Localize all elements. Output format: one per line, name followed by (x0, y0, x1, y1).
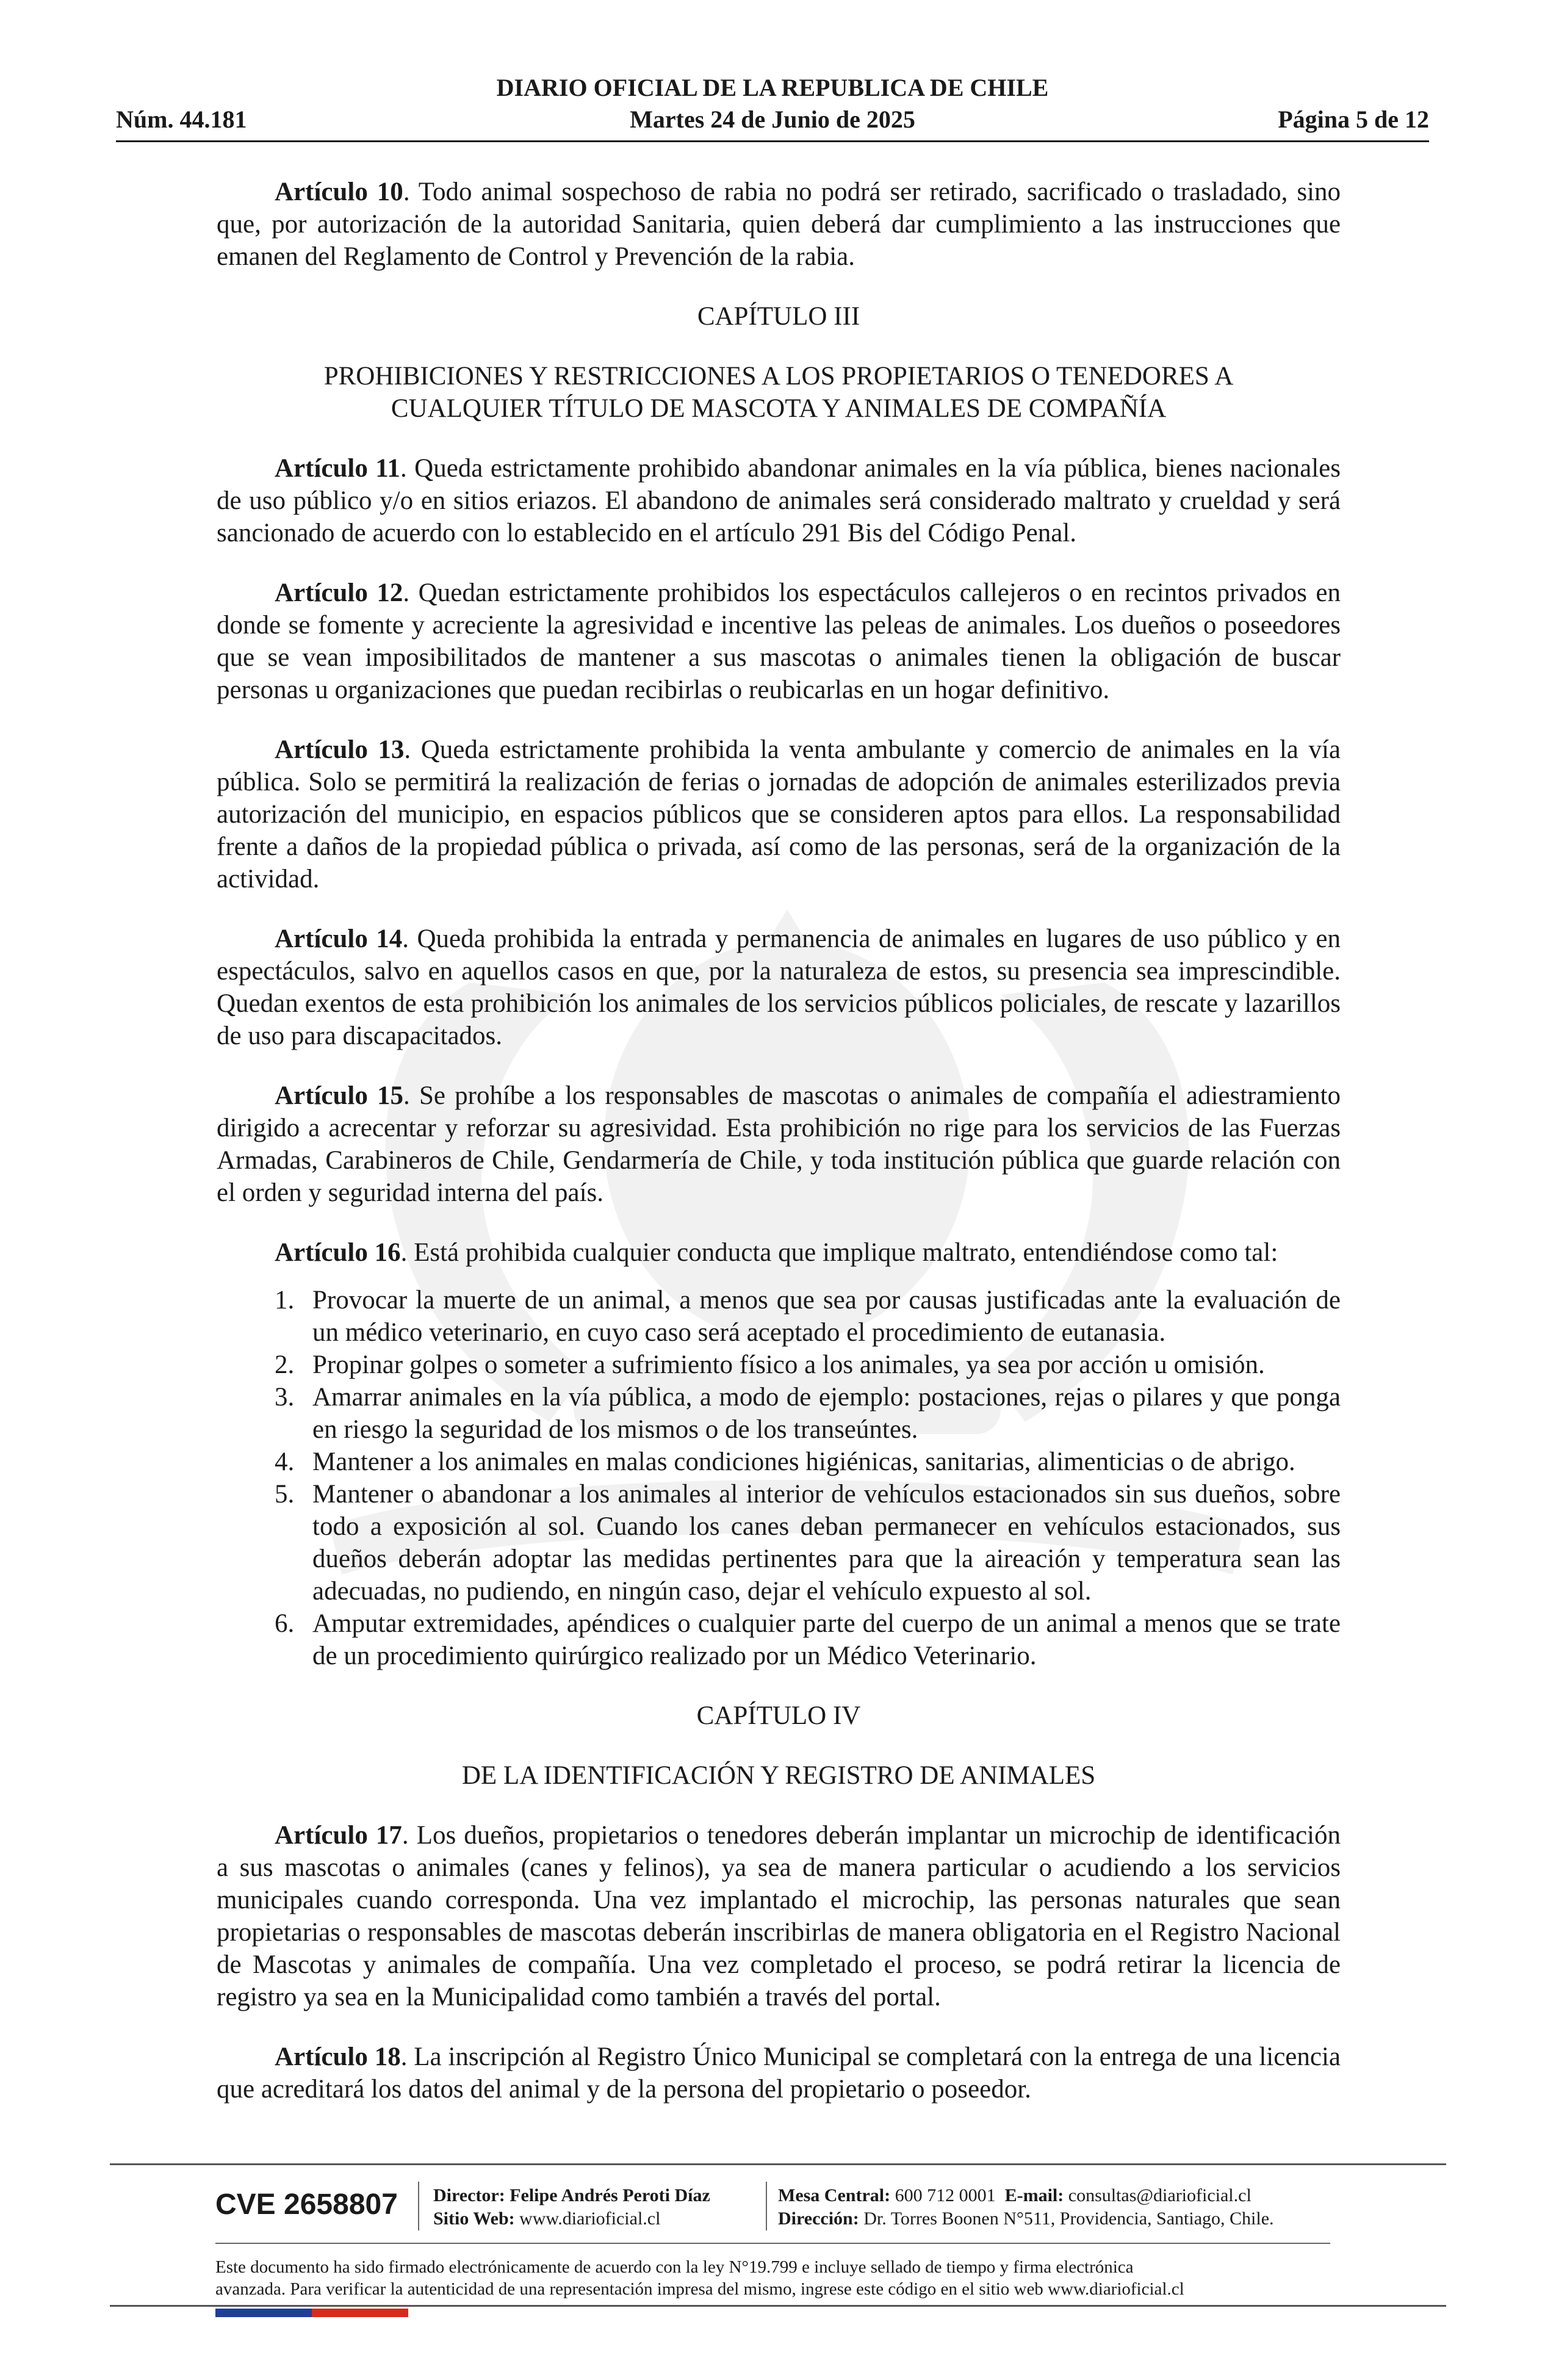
article-17 (217, 1819, 1341, 2013)
article-label: Artículo 11 (275, 454, 400, 483)
list-item-number: 3. (275, 1383, 295, 1412)
article-label: Artículo 10 (275, 178, 403, 206)
web-link[interactable]: www.diarioficial.cl (519, 2209, 661, 2229)
chapter-3-heading (217, 360, 1341, 425)
footer-divider-mid (215, 2243, 1330, 2244)
web-label: Sitio Web: (433, 2209, 515, 2229)
publication-title: DIARIO OFICIAL DE LA REPUBLICA DE CHILE (496, 74, 1049, 101)
legal-line: avanzada. Para verificar la autenticidad de una representación impresa del mismo, ingrese este código en el sitio web www.diarioficial.cl (215, 2279, 1184, 2299)
article-16-list (275, 1284, 1341, 1672)
list-item (275, 1607, 1341, 1672)
article-text: . Está prohibida cualquier conducta que implique maltrato, entendiéndose como tal: (400, 1238, 1278, 1267)
article-10 (217, 176, 1341, 273)
footer-divider-top (110, 2163, 1446, 2165)
issue-date: Martes 24 de Junio de 2025 (630, 106, 915, 133)
article-label: Artículo 12 (275, 579, 403, 607)
director-label: Director: (433, 2185, 505, 2205)
chapter-3-heading-line1: PROHIBICIONES Y RESTRICCIONES A LOS PROPIETARIOS O TENEDORES A (323, 362, 1234, 391)
email-label: E-mail: (1004, 2185, 1064, 2205)
list-item-text: Mantener a los animales en malas condiciones higiénicas, sanitarias, alimenticias o de abrigo. (312, 1448, 1295, 1476)
address-label: Dirección: (778, 2209, 859, 2229)
director-name: Felipe Andrés Peroti Díaz (510, 2185, 710, 2205)
list-item (275, 1349, 1341, 1381)
phone-label: Mesa Central: (778, 2185, 891, 2205)
director-block (433, 2184, 710, 2230)
list-item-number: 1. (275, 1286, 295, 1314)
list-item-number: 6. (275, 1609, 295, 1638)
article-13 (217, 734, 1341, 895)
header-divider (116, 140, 1429, 142)
footer-separator (418, 2182, 419, 2230)
article-text: . Se prohíbe a los responsables de mascotas o animales de compañía el adiestramiento dirigido a acrecentar y reforzar su agresividad. Esta prohibición no rige para los servicios de las Fuerzas Armadas, Carabineros de Chile, Gendarmería de Chile, y toda institución pública que guarde relación con el orden y seguridad interna del país. (217, 1081, 1341, 1207)
article-text: . La inscripción al Registro Único Municipal se completará con la entrega de una licencia que acreditará los datos del animal y de la persona del propietario o poseedor. (217, 2043, 1341, 2104)
article-label: Artículo 18 (275, 2043, 401, 2071)
chapter-3-title: CAPÍTULO III (697, 302, 860, 331)
list-item-text: Amputar extremidades, apéndices o cualquier parte del cuerpo de un animal a menos que se trate de un procedimiento quirúrgico realizado por un Médico Veterinario. (312, 1609, 1341, 1670)
footer-divider-bottom (110, 2305, 1446, 2307)
article-text: . Quedan estrictamente prohibidos los espectáculos callejeros o en recintos privados en donde se fomente y acreciente la agresividad e incentive las peleas de animales. Los dueños o poseedores que se vean imposibilitados de mantener a sus mascotas o animales tienen la obligación de buscar personas u organizaciones que puedan recibirlas o reubicarlas en un hogar definitivo. (217, 579, 1341, 704)
list-item-number: 5. (275, 1480, 295, 1509)
list-item-number: 2. (275, 1350, 295, 1379)
list-item-number: 4. (275, 1448, 295, 1476)
flag-stripe (215, 2309, 408, 2317)
list-item (275, 1446, 1341, 1478)
chapter-4-title: CAPÍTULO IV (696, 1701, 861, 1730)
phone-value: 600 712 0001 (895, 2185, 996, 2205)
address-value: Dr. Torres Boonen N°511, Providencia, Santiago, Chile. (863, 2209, 1274, 2229)
list-item-text: Propinar golpes o someter a sufrimiento físico a los animales, ya sea por acción u omisión. (312, 1350, 1265, 1379)
article-12 (217, 577, 1341, 706)
article-text: . Queda estrictamente prohibida la venta ambulante y comercio de animales en la vía pública. Solo se permitirá la realización de ferias o jornadas de adopción de animales esterilizados previa autorización del municipio, en espacios públicos que se consideren aptos para ellos. La responsabilidad frente a daños de la propiedad pública o privada, así como de las personas, será de la organización de la actividad. (217, 735, 1341, 893)
page-header (116, 73, 1429, 146)
flag-stripe-red (312, 2309, 408, 2317)
page-number: Página 5 de 12 (1278, 106, 1429, 133)
article-text: . Queda prohibida la entrada y permanencia de animales en lugares de uso público y en espectáculos, salvo en aquellos casos en que, por la naturaleza de estos, su presencia sea imprescindible. Quedan exentos de esta prohibición los animales de los servicios públicos policiales, de rescate y lazarillos de uso para discapacitados. (217, 925, 1341, 1050)
article-15 (217, 1080, 1341, 1209)
article-text: . Todo animal sospechoso de rabia no podrá ser retirado, sacrificado o trasladado, sino que, por autorización de la autoridad Sanitaria, quien deberá dar cumplimiento a las instrucciones que emanen del Reglamento de Control y Prevención de la rabia. (217, 178, 1341, 271)
list-item-text: Provocar la muerte de un animal, a menos que sea por causas justificadas ante la evaluación de un médico veterinario, en cuyo caso será aceptado el procedimiento de eutanasia. (312, 1286, 1341, 1347)
article-label: Artículo 15 (275, 1081, 404, 1110)
cve-code: CVE 2658807 (215, 2188, 398, 2221)
article-label: Artículo 14 (275, 925, 403, 953)
article-16 (217, 1236, 1341, 1269)
article-label: Artículo 13 (275, 735, 405, 764)
email-link[interactable]: consultas@diarioficial.cl (1068, 2185, 1252, 2205)
page-footer (110, 2163, 1446, 2346)
footer-separator (766, 2182, 767, 2230)
list-item-text: Mantener o abandonar a los animales al interior de vehículos estacionados sin sus dueños, sobre todo a exposición al sol. Cuando los canes deban permanecer en vehículos estacionados, sus dueños deberán adoptar las medidas pertinentes para que la aireación y temperatura sean las adecuadas, no pudiendo, en ningún caso, dejar el vehículo expuesto al sol. (312, 1480, 1341, 1606)
article-14 (217, 923, 1341, 1052)
list-item (275, 1478, 1341, 1607)
chapter-4-heading: DE LA IDENTIFICACIÓN Y REGISTRO DE ANIMALES (461, 1761, 1096, 1790)
legal-line: Este documento ha sido firmado electrónicamente de acuerdo con la ley N°19.799 e incluye sellado de tiempo y firma electrónica (215, 2257, 1134, 2277)
article-text: . Los dueños, propietarios o tenedores deberán implantar un microchip de identificación a sus mascotas o animales (canes y felinos), ya sea de manera particular o acudiendo a los servicios municipales cuando corresponda. Una vez implantado el microchip, las personas naturales que sean propietarias o responsables de mascotas deberán inscribirlas de manera obligatoria en el Registro Nacional de Mascotas y animales de compañía. Una vez completado el proceso, se podrá retirar la licencia de registro ya sea en la Municipalidad como también a través del portal. (217, 1821, 1341, 2011)
flag-stripe-blue (215, 2309, 312, 2317)
article-18 (217, 2041, 1341, 2105)
list-item-text: Amarrar animales en la vía pública, a modo de ejemplo: postaciones, rejas o pilares y que ponga en riesgo la seguridad de los mismos o de los transeúntes. (312, 1383, 1341, 1444)
chapter-3-heading-line2: CUALQUIER TÍTULO DE MASCOTA Y ANIMALES DE COMPAÑÍA (391, 394, 1167, 423)
list-item (275, 1381, 1341, 1446)
contact-block (778, 2184, 1274, 2230)
article-text: . Queda estrictamente prohibido abandonar animales en la vía pública, bienes nacionales de uso público y/o en sitios eriazos. El abandono de animales será considerado maltrato y crueldad y será sancionado de acuerdo con lo establecido en el artículo 291 Bis del Código Penal. (217, 454, 1341, 547)
legal-notice (215, 2256, 1330, 2300)
article-11 (217, 452, 1341, 549)
article-label: Artículo 16 (275, 1238, 401, 1267)
document-body (217, 176, 1341, 2133)
article-label: Artículo 17 (275, 1821, 402, 1850)
list-item (275, 1284, 1341, 1349)
issue-number: Núm. 44.181 (116, 106, 247, 133)
